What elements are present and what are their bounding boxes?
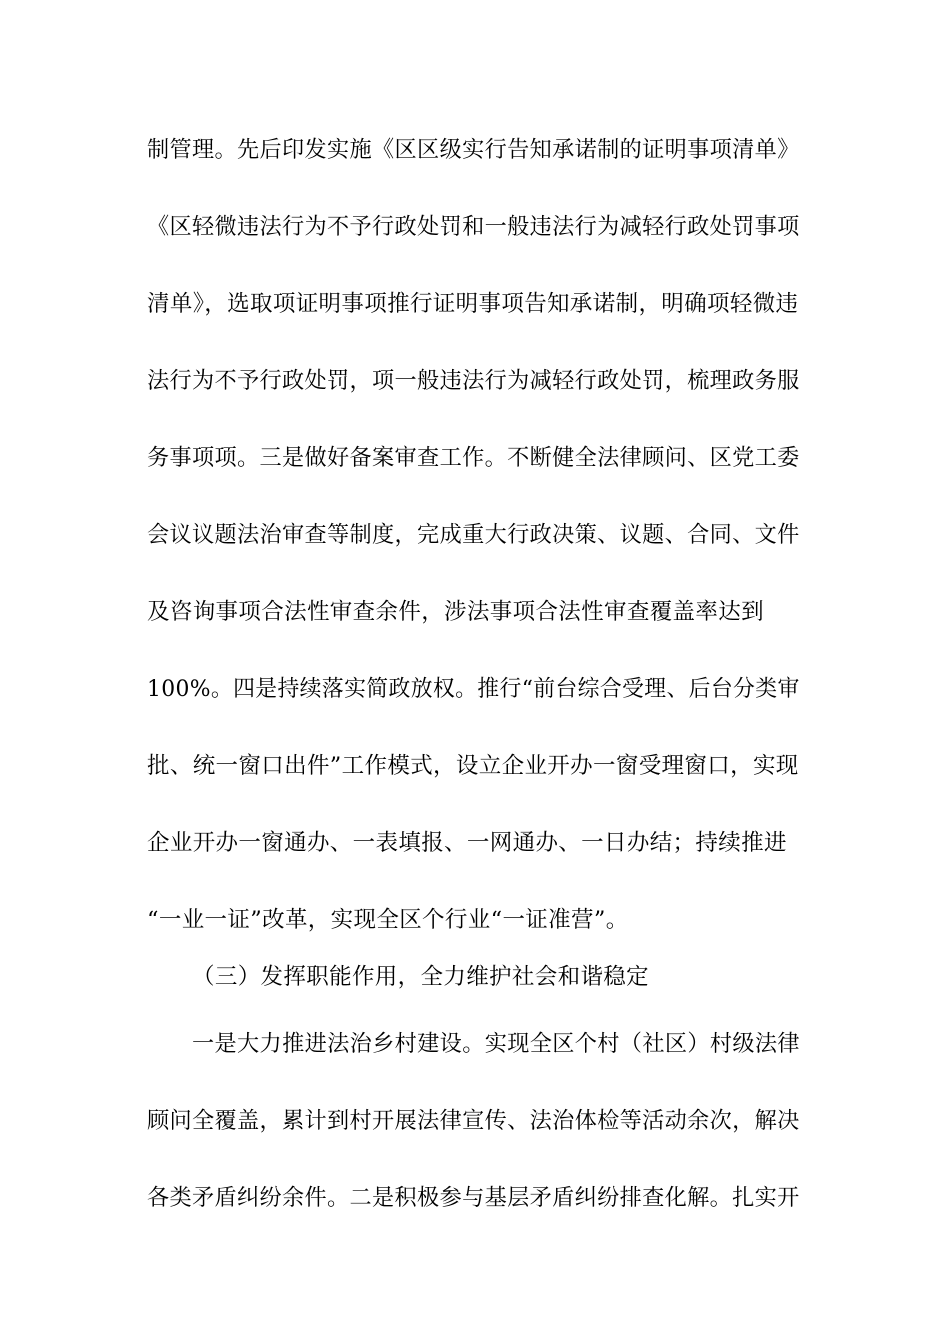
body-text-line: 一是大力推进法治乡村建设。实现全区个村（社区）村级法律 — [192, 1031, 800, 1057]
body-text-line: 100%。四是持续落实简政放权。推行“前台综合受理、后台分类审 — [147, 676, 800, 702]
body-text-line: 务事项项。三是做好备案审查工作。不断健全法律顾问、区党工委 — [147, 445, 800, 471]
body-text-line: 制管理。先后印发实施《区区级实行告知承诺制的证明事项清单》 — [147, 137, 800, 163]
body-text-line: 清单》，选取项证明事项推行证明事项告知承诺制，明确项轻微违 — [147, 291, 799, 317]
body-text-line: “一业一证”改革，实现全区个行业“一证准营”。 — [147, 907, 629, 933]
body-text-line: 企业开办一窗通办、一表填报、一网通办、一日办结；持续推进 — [147, 830, 787, 856]
section-heading: （三）发挥职能作用，全力维护社会和谐稳定 — [192, 964, 650, 990]
body-text-line: 批、统一窗口出件”工作模式，设立企业开办一窗受理窗口，实现 — [147, 753, 799, 779]
body-text-line: 《区轻微违法行为不予行政处罚和一般违法行为减轻行政处罚事项 — [147, 214, 800, 240]
body-text-line: 各类矛盾纠纷余件。二是积极参与基层矛盾纠纷排查化解。扎实开 — [147, 1185, 800, 1211]
body-text-line: 会议议题法治审查等制度，完成重大行政决策、议题、合同、文件 — [147, 522, 800, 548]
body-text-line: 顾问全覆盖，累计到村开展法律宣传、法治体检等活动余次，解决 — [147, 1108, 800, 1134]
body-text-line: 及咨询事项合法性审查余件，涉法事项合法性审查覆盖率达到 — [147, 599, 764, 625]
body-text-line: 法行为不予行政处罚，项一般违法行为减轻行政处罚，梳理政务服 — [147, 368, 800, 394]
